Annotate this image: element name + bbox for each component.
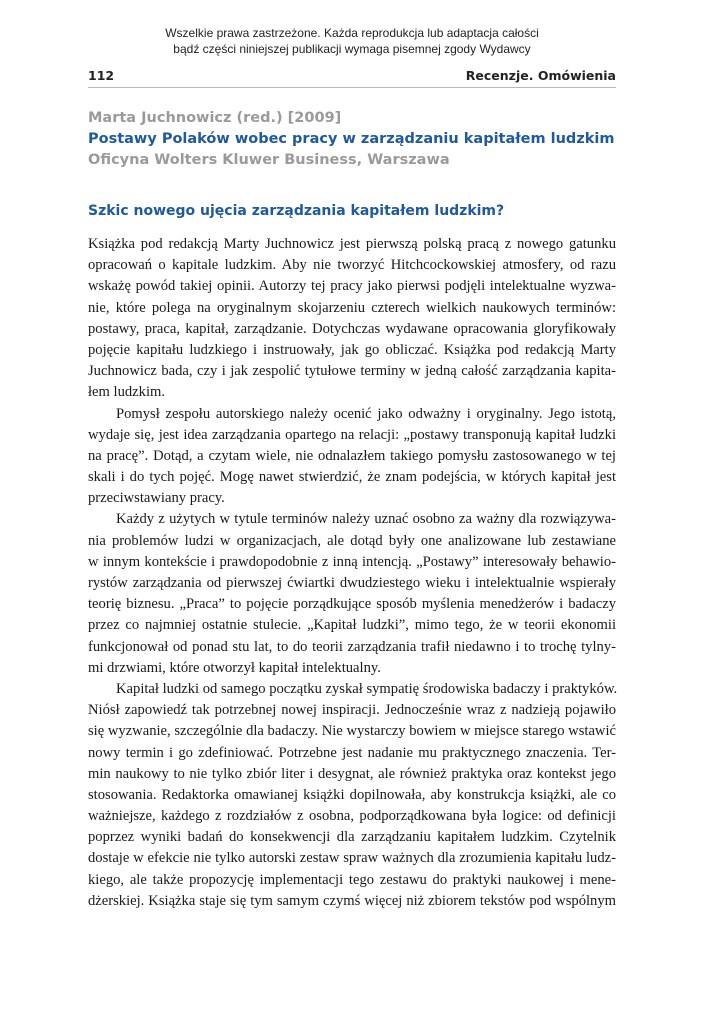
- body-line: Każdy z użytych w tytule terminów należy uznać osobno za ważny dla rozwiązywa-: [116, 511, 616, 528]
- copyright-line-2: bądź części niniejszej publikacji wymaga pisemnej zgody Wydawcy: [173, 42, 531, 56]
- header-rule: [88, 87, 616, 88]
- body-line: łem ludzkim.: [88, 384, 166, 401]
- body-line: nie, które polega na oryginalnym skojarzeniu czterech wielkich naukowych terminów:: [88, 299, 616, 316]
- body-line: poprzez wyniki badań do konsekwencji dla zarządzaniu kapitałem ludzkim. Czytelnik: [88, 829, 616, 846]
- body-line: Pomysł zespołu autorskiego należy ocenić jako odważny i oryginalny. Jego istotą,: [116, 405, 616, 422]
- body-line: przez co najmniej ostatnie stulecie. „Kapitał ludzki”, mimo tego, że w teorii ekonomii: [88, 617, 616, 634]
- body-line: nia problemów ludzi w organizacjach, ale dotąd były one analizowane lub zestawiane: [88, 532, 616, 549]
- body-line: Juchnowicz bada, czy i jak zespolić tytułowe terminy w jedną całość zarządzania kapita-: [88, 363, 616, 380]
- body-line: przeciwstawiany pracy.: [88, 490, 225, 507]
- body-line: mi drzwiami, które otworzył kapitał intelektualny.: [88, 659, 381, 676]
- review-body: [88, 234, 616, 912]
- body-line: nowy termin i go zdefiniować. Potrzebne jest nadanie mu praktycznego znaczenia. Ter-: [88, 744, 616, 761]
- body-line: kiego, ale także propozycję implementacji tego zestawu do praktyki naukowej i mene-: [88, 871, 616, 888]
- body-line: w innym kontekście i prawdopodobnie z inną intencją. „Postawy” interesowały behawio-: [88, 553, 616, 570]
- section-title: Recenzje. Omówienia: [465, 68, 616, 83]
- body-line: Niósł zapowiedź tak potrzebnej nowej inspiracji. Jednocześnie wraz z nadzieją pojawiło: [88, 702, 616, 719]
- review-heading: Szkic nowego ujęcia zarządzania kapitałem ludzkim?: [88, 203, 505, 219]
- body-line: Kapitał ludzki od samego początku zyskał sympatię środowiska badaczy i praktyków.: [116, 680, 618, 697]
- review-author: Marta Juchnowicz (red.) [2009]: [88, 110, 342, 126]
- review-book-title: Postawy Polaków wobec pracy w zarządzaniu kapitałem ludzkim: [88, 131, 615, 147]
- body-line: skali i do tych pojęć. Mogę nawet stwierdzić, że znam podejścia, w których kapitał jest: [88, 469, 616, 486]
- running-head: [88, 68, 616, 88]
- body-line: Książka pod redakcją Marty Juchnowicz jest pierwszą polską pracą z nowego gatunku: [88, 236, 616, 252]
- review-metadata: [88, 108, 618, 171]
- body-line: dżerskiej. Książka staje się tym samym czymś więcej niż zbiorem tekstów pod wspólnym: [88, 892, 616, 909]
- copyright-notice: [0, 25, 704, 57]
- body-line: się wyzwanie, szczególnie dla badaczy. Nie wystarczy bowiem w miejsce starego wstawić: [88, 723, 616, 740]
- body-line: ważniejsze, każdego z rozdziałów z osobna, podporządkowana była logice: od definicji: [88, 808, 616, 825]
- body-line: teorię biznesu. „Praca” to pojęcie porządkujące sposób myślenia menedżerów i badaczy: [88, 596, 616, 613]
- review-publisher: Oficyna Wolters Kluwer Business, Warszawa: [88, 152, 450, 168]
- body-line: na pracę”. Dotąd, a czytam wiele, nie odnalazłem takiego pomysłu zastosowanego w tej: [88, 447, 616, 464]
- body-line: wskażę powód takiej opinii. Autorzy tej pracy jako pierwsi podjęli intelektualne wyzwa-: [88, 278, 616, 295]
- body-line: rystów zarządzania od pierwszej ćwiartki dwudziestego wieku i intelektualnie wspierały: [88, 575, 616, 591]
- page-number: 112: [88, 68, 115, 83]
- body-line: min naukowy to nie tylko zbiór liter i desygnat, ale również praktyka oraz kontekst jego: [88, 765, 616, 782]
- body-line: dostaje w efekcie nie tylko autorski zestaw spraw ważnych dla zrozumienia kapitału ludz-: [88, 850, 616, 867]
- body-line: pojęcie kapitału ludzkiego i instruowały, jak go obliczać. Książka pod redakcją Marty: [88, 341, 616, 358]
- body-line: stosowania. Redaktorka omawianej książki dopilnowała, aby konstrukcja książki, ale co: [88, 786, 616, 803]
- body-line: funkcjonował od ponad stu lat, to do teorii zarządzania trafił niedawno i to trochę tylny-: [88, 638, 616, 655]
- body-line: postawy, praca, kapitał, zarządzanie. Dotychczas wydawane opracowania gloryfikowały: [88, 320, 616, 337]
- copyright-line-1: Wszelkie prawa zastrzeżone. Każda reprodukcja lub adaptacja całości: [165, 26, 539, 40]
- body-line: opracowań o kapitale ludzkim. Aby nie tworzyć Hitchcockowskiej atmosfery, od razu: [88, 257, 616, 274]
- body-line: wydaje się, jest idea zarządzania opartego na relacji: „postawy transponują kapitał ludzki: [88, 426, 616, 443]
